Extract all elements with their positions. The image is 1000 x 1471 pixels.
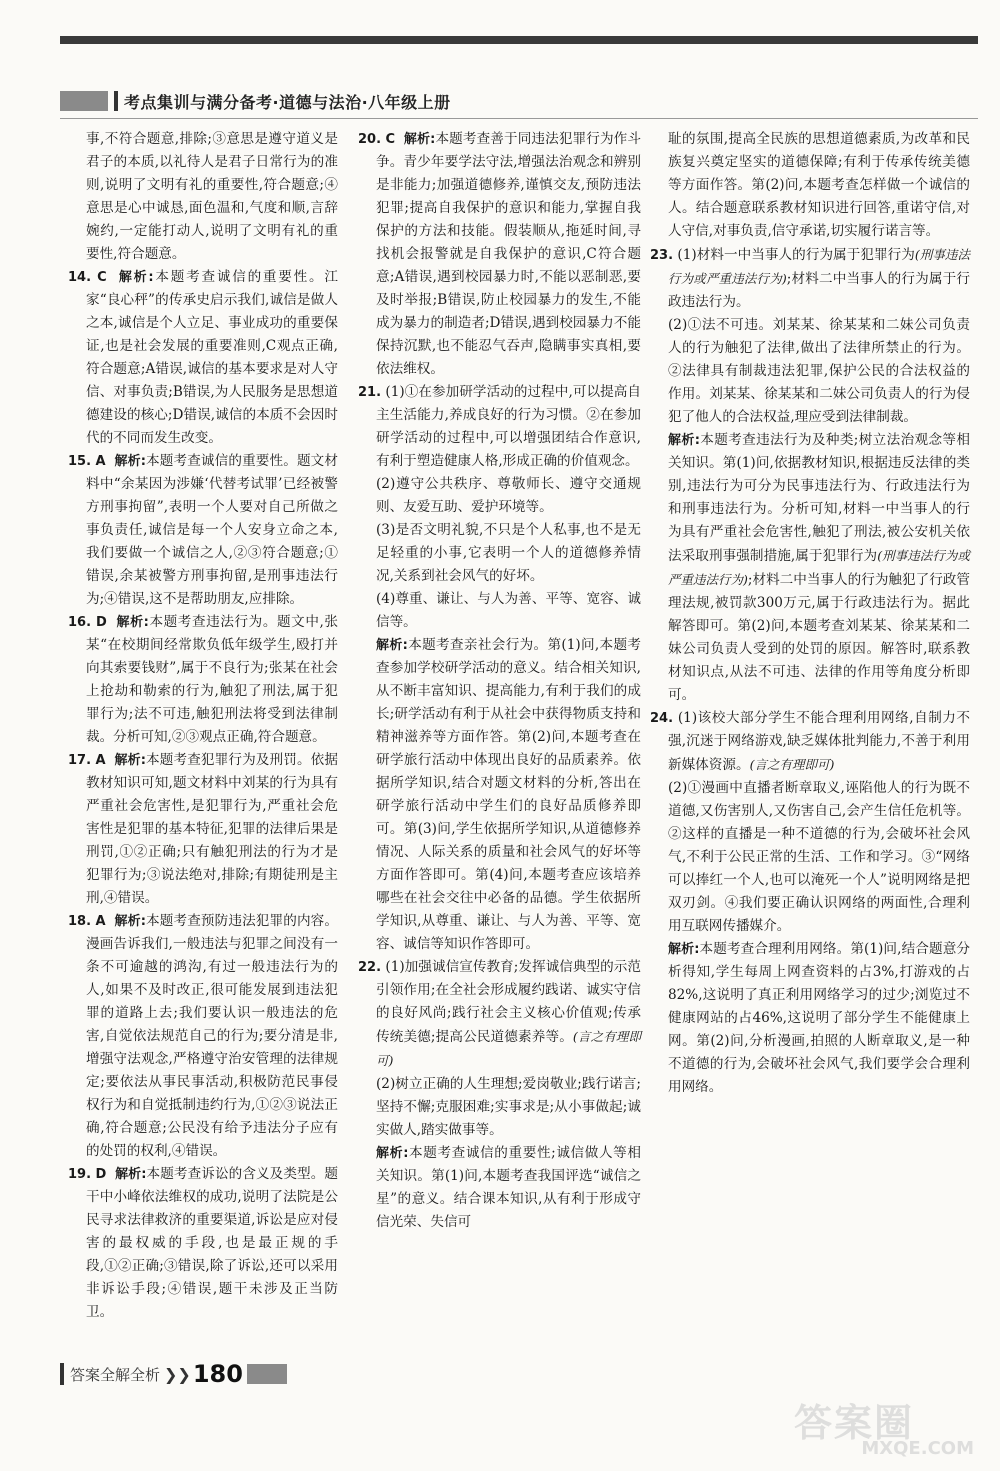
answer-number: 19.	[68, 1167, 92, 1182]
answer-number: 18.	[68, 914, 92, 929]
analysis-label: 解析:	[116, 615, 149, 630]
header-bar	[114, 91, 118, 111]
answer-choice: D	[95, 1167, 107, 1182]
analysis-label: 解析:	[114, 914, 146, 929]
answer-note: (刑事违法行为或严重违法行为)	[668, 247, 970, 286]
page-header	[60, 86, 451, 116]
answer-choice: C	[97, 270, 107, 285]
q13-continuation: 事,不符合题意,排除;③意思是遵守道义是君子的本质,以礼待人是君子日常行为的准则,说明了文明有礼的重要性,符合题意;④意思是心中诚恳,面色温和,气度和顺,言辞婉约,一定能打动人,说明了文明有礼的重要性,符合题意。	[86, 131, 338, 262]
answer-text: 本题考查违法行为。题文中,张某“在校期间经常欺负低年级学生,殴打并向其索要钱财”,属于不良行为;张某在社会上抢劫和勒索的行为,触犯了刑法,属于犯罪行为;法不可违,触犯刑法将受到法律制裁。分析可知,②③观点正确,符合题意。	[86, 614, 338, 745]
answer-14	[68, 266, 338, 450]
analysis-label: 解析:	[115, 1167, 147, 1182]
analysis-label: 解析:	[668, 942, 700, 957]
answer-part-1: (1)加强诚信宣传教育;发挥诚信典型的示范引领作用;在全社会形成履约践诺、诚实守信的良好风尚;践行社会主义核心价值观;传承传统美德;提高公民道德素养等。	[376, 959, 641, 1045]
answer-23-analysis	[650, 429, 970, 707]
answer-15	[68, 450, 338, 611]
analysis-text: 本题考查合理利用网络。第(1)问,结合题意分析得知,学生每周上网查资料的占3%,打游戏的占82%,这说明了真正利用网络学习的过少;浏览过不健康网站的占46%,这说明了部分学生不能健康上网。第(2)问,分析漫画,拍照的人断章取义,是一种不道德的行为,会破坏社会风气,我们要学会合理利用网络。	[668, 941, 971, 1095]
answer-number: 17.	[68, 753, 92, 768]
answer-22-continuation: 耻的氛围,提高全民族的思想道德素质,为改革和民族复兴奠定坚实的道德保障;有利于传承传统美德等方面作答。第(2)问,本题考查怎样做一个诚信的人。结合题意联系教材知识进行回答,重诺守信,对人守信,对事负责,信守承诺,切实履行诺言等。	[668, 131, 970, 239]
page-footer	[60, 1360, 287, 1388]
answer-number: 23.	[650, 248, 674, 263]
answer-24-part-2: (2)①漫画中直播者断章取义,诬陷他人的行为既不道德,又伤害别人,又伤害自己,会产生信任危机等。②这样的直播是一种不道德的行为,会破坏社会风气,不利于公民正常的生活、工作和学习。③“网络可以捧红一个人,也可以淹死一个人”说明网络是把双刃剑。④我们要正确认识网络的两面性,合理利用互联网传播媒介。	[668, 780, 970, 934]
header-grey-block	[60, 91, 108, 111]
answer-text: 本题考查诉讼的含义及类型。题干中小峰依法维权的成功,说明了法院是公民寻求法律救济的重要渠道,诉讼是应对侵害的最权威的手段,也是最正规的手段,①②正确;③错误,除了诉讼,还可以采用非诉讼手段;④错误,题干未涉及正当防卫。	[86, 1166, 338, 1320]
answer-21	[358, 381, 641, 473]
answer-23	[650, 243, 970, 314]
analysis-text-a: 本题考查违法行为及种类;树立法治观念等相关知识。第(1)问,依据教材知识,根据违反法律的类别,违法行为可分为民事违法行为、行政违法行为和刑事违法行为。分析可知,材料一中当事人的行为具有严重社会危害性,触犯了刑法,被公安机关依法采取刑事强制措施,属于犯罪行为	[668, 432, 970, 564]
answer-21-analysis	[358, 634, 641, 956]
watermark-logo	[788, 1392, 978, 1462]
answer-17	[68, 749, 338, 910]
answer-16	[68, 611, 338, 749]
answer-text: 本题考查诚信的重要性。江家“良心秤”的传承史启示我们,诚信是做人之本,诚信是个人立足、事业成功的重要保证,也是社会发展的重要准则,C观点正确,符合题意;A错误,诚信的基本要求是对人守信、对事负责;B错误,为人民服务是思想道德建设的核心;D错误,诚信的本质不会因时代的不同而发生改变。	[86, 269, 338, 446]
analysis-label: 解析:	[376, 1146, 409, 1161]
analysis-label: 解析:	[668, 433, 700, 448]
answer-21-part-4: (4)尊重、谦让、与人为善、平等、宽容、诚信等。	[376, 591, 641, 630]
answer-21-part-2: (2)遵守公共秩序、尊敬师长、遵守交通规则、友爱互助、爱护环境等。	[376, 476, 641, 515]
column-2	[358, 128, 641, 1234]
column-3	[650, 128, 970, 1099]
answer-23-part-2: (2)①法不可违。刘某某、徐某某和二妹公司负责人的行为触犯了法律,做出了法律所禁止的行为。②法律具有制裁违法犯罪,保护公民的合法权益的作用。刘某某、徐某某和二妹公司负责人的行为侵犯了他人的合法权益,理应受到法律制裁。	[668, 317, 970, 425]
answer-20	[358, 128, 641, 381]
page-number: 180	[192, 1360, 243, 1388]
answer-18	[68, 910, 338, 1163]
answer-text: 本题考查预防违法犯罪的内容。漫画告诉我们,一般违法与犯罪之间没有一条不可逾越的鸿沟,有过一般违法行为的人,如果不及时改正,很可能发展到违法犯罪的道路上去;我们要认识一般违法的危害,自觉依法规范自己的行为;要分清是非,增强守法观念,严格遵守治安管理的法律规定;要依法从事民事活动,积极防范民事侵权行为和自觉抵制违约行为,①②③说法正确,符合题意;公民没有给予违法分子应有的处罚的权利,④错误。	[86, 913, 338, 1159]
footer-label: 答案全解全析	[70, 1365, 161, 1384]
answer-text: 本题考查诚信的重要性。题文材料中“余某因为涉嫌‘代替考试罪’已经被警方刑事拘留”,表明一个人要对自己所做之事负责任,诚信是每一个人安身立命之本,我们要做一个诚信之人,②③符合题意;①错误,余某被警方刑事拘留,是刑事违法行为;④错误,这不是帮助朋友,应排除。	[86, 453, 338, 607]
analysis-label: 解析:	[114, 753, 146, 768]
answer-note: (言之有理即可)	[749, 757, 835, 772]
chevron-right-icon: ❯❯	[164, 1364, 191, 1384]
answer-number: 24.	[650, 711, 674, 726]
top-band	[60, 36, 978, 44]
answer-part-1b: ;材料二中当事人的行为属于行政违法行为。	[668, 271, 970, 310]
column-1	[68, 128, 338, 1324]
answer-number: 20.	[358, 132, 382, 147]
answer-number: 16.	[68, 615, 92, 630]
answer-choice: D	[95, 615, 107, 630]
analysis-text: 本题考查亲社会行为。第(1)问,本题考查参加学校研学活动的意义。结合相关知识,从不断丰富知识、提高能力,有利于我们的成长;研学活动有利于从社会中获得物质支持和精神滋养等方面作答。第(2)问,本题考查在研学旅行活动中体现出良好的品质素养。依据所学知识,结合对题文材料的分析,答出在研学旅行活动中学生们的良好品质修养即可。第(3)问,学生依据所学知识,从道德修养情况、人际关系的质量和社会风气的好坏等方面作答即可。第(4)问,本题考查应该培养哪些在社会交往中必备的品德。学生依据所学知识,从尊重、谦让、与人为善、平等、宽容、诚信等知识作答即可。	[376, 637, 642, 952]
answer-number: 15.	[68, 454, 92, 469]
answer-21-part-3: (3)是否文明礼貌,不只是个人私事,也不是无足轻重的小事,它表明一个人的道德修养情况,关系到社会风气的好坏。	[376, 522, 641, 584]
answer-text: 本题考查善于同违法犯罪行为作斗争。青少年要学法守法,增强法治观念和辨别是非能力;加强道德修养,谨慎交友,预防违法犯罪;提高自我保护的意识和能力,掌握自我保护的方法和技能。假装顺从,拖延时间,寻找机会报警就是自我保护的意识,C符合题意;A错误,遇到校园暴力时,不能以恶制恶,要及时举报;B错误,防止校园暴力的发生,不能成为暴力的制造者;D错误,遇到校园暴力不能保持沉默,也不能忍气吞声,隐瞒事实真相,要依法维权。	[376, 131, 641, 377]
answer-22	[358, 956, 641, 1073]
answer-22-analysis	[358, 1142, 641, 1234]
header-rule	[60, 118, 978, 119]
watermark-url: MXQE.COM	[861, 1438, 974, 1459]
analysis-note: (刑事违法行为或严重违法行为)	[668, 548, 970, 587]
answer-part-1: (1)①在参加研学活动的过程中,可以提高自主生活能力,养成良好的行为习惯。②在参加研学活动的过程中,可以增强团结合作意识,有利于塑造健康人格,形成正确的价值观念。	[376, 384, 641, 469]
answer-number: 14.	[68, 270, 92, 285]
footer-bar	[60, 1363, 64, 1385]
answer-choice: A	[95, 914, 106, 929]
answer-note: (言之有理即可)	[376, 1029, 641, 1068]
footer-grey-block	[247, 1364, 287, 1384]
watermark-text: 答案圈	[794, 1401, 915, 1445]
answer-part-1a: (1)材料一中当事人的行为属于犯罪行为	[677, 247, 915, 263]
book-title: 考点集训与满分备考·道德与法治·八年级上册	[124, 92, 451, 112]
analysis-label: 解析:	[118, 270, 154, 285]
answer-choice: C	[385, 132, 396, 147]
answer-choice: A	[95, 753, 106, 768]
answer-number: 22.	[358, 960, 382, 975]
answer-19	[68, 1163, 338, 1324]
answer-choice: A	[95, 454, 106, 469]
analysis-label: 解析:	[376, 638, 408, 653]
answer-24	[650, 707, 970, 777]
analysis-text-b: ;材料二中当事人的行为触犯了行政管理法规,被罚款300万元,属于行政违法行为。据此解答即可。第(2)问,本题考查刘某某、徐某某和二妹公司负责人受到的处罚的原因。解答时,联系教材知识点,从法不可违、法律的作用等角度分析即可。	[668, 572, 970, 703]
answer-22-part-2: (2)树立正确的人生理想;爱岗敬业;践行诺言;坚持不懈;克服困难;实事求是;从小事做起;诚实做人,踏实做事等。	[376, 1076, 641, 1138]
answer-number: 21.	[358, 385, 382, 400]
analysis-label: 解析:	[403, 132, 436, 147]
answer-part-1: (1)该校大部分学生不能合理利用网络,自制力不强,沉迷于网络游戏,缺乏媒体批判能力,不善于利用新媒体资源。	[668, 710, 970, 773]
analysis-text: 本题考查诚信的重要性;诚信做人等相关知识。第(1)问,本题考查我国评选“诚信之星”的意义。结合课本知识,从有利于形成守信光荣、失信可	[376, 1145, 641, 1230]
answer-24-analysis	[650, 938, 970, 1099]
answer-text: 本题考查犯罪行为及刑罚。依据教材知识可知,题文材料中刘某的行为具有严重社会危害性,是犯罪行为,严重社会危害性是犯罪的基本特征,犯罪的法律后果是刑罚,①②正确;只有触犯刑法的行为才是犯罪行为;③说法绝对,排除;有期徒刑是主刑,④错误。	[86, 752, 338, 906]
analysis-label: 解析:	[114, 454, 146, 469]
